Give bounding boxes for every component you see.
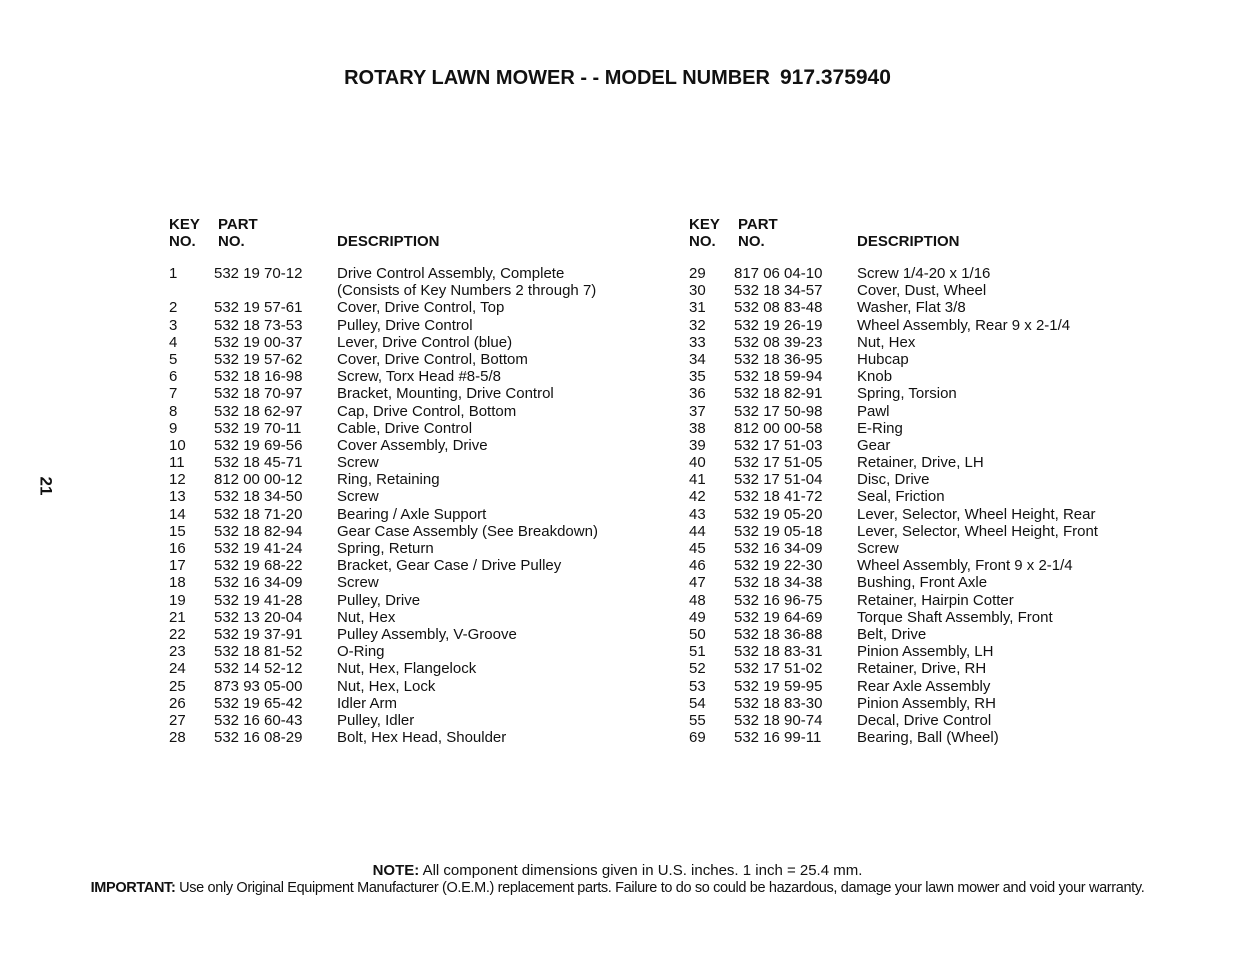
- part-no: 873 93 05-00: [214, 677, 303, 695]
- part-no: 532 08 83-48: [734, 299, 823, 317]
- important-text: Use only Original Equipment Manufacturer (O.E.M.) replacement parts. Failure to do so could be hazardous, damage your lawn mower and void your warranty.: [175, 880, 1145, 896]
- description: Ring, Retaining: [337, 471, 440, 489]
- description: Nut, Hex, Lock: [337, 677, 436, 695]
- description: Nut, Hex, Flangelock: [337, 660, 477, 678]
- part-no: 532 18 70-97: [214, 385, 303, 403]
- description: Bracket, Gear Case / Drive Pulley: [337, 557, 562, 575]
- key-no: 38: [689, 419, 706, 437]
- key-no: 31: [689, 299, 706, 317]
- description: Cover, Dust, Wheel: [857, 282, 987, 300]
- key-no: 34: [689, 350, 706, 368]
- key-no: 50: [689, 625, 706, 643]
- part-no: 532 19 69-56: [214, 436, 303, 454]
- key-no: 43: [689, 505, 706, 523]
- part-no: 532 16 34-09: [734, 540, 823, 557]
- key-no: 49: [689, 608, 706, 626]
- key-no: 10: [169, 436, 186, 454]
- key-header-line2: NO.: [169, 233, 196, 250]
- key-no: 7: [169, 385, 178, 403]
- key-no: 53: [689, 677, 706, 695]
- key-no: 24: [169, 660, 186, 678]
- description-header: DESCRIPTION: [337, 233, 440, 250]
- description: Screw, Torx Head #8-5/8: [337, 368, 501, 386]
- key-no: 25: [169, 677, 186, 695]
- key-no: 39: [689, 436, 706, 454]
- description: Cover, Drive Control, Top: [337, 299, 505, 317]
- part-header-line1: PART: [218, 216, 258, 233]
- key-no: 16: [169, 540, 186, 557]
- part-no: 532 19 57-62: [214, 350, 303, 368]
- key-no: 6: [169, 368, 178, 386]
- part-no: 532 14 52-12: [214, 660, 303, 678]
- model-number: 917.375940: [779, 66, 891, 89]
- description: Bearing, Ball (Wheel): [857, 729, 999, 747]
- description: Idler Arm: [337, 694, 398, 712]
- part-no: 532 19 65-42: [214, 694, 303, 712]
- part-no: 532 17 51-04: [734, 471, 823, 489]
- part-no: 532 19 70-11: [214, 419, 302, 437]
- part-no: 532 17 51-03: [734, 436, 823, 454]
- part-header-line1: PART: [738, 216, 778, 233]
- part-no: 532 16 96-75: [734, 591, 823, 609]
- description: Lever, Drive Control (blue): [337, 333, 513, 351]
- part-no: 532 19 57-61: [214, 299, 303, 317]
- key-no: 47: [689, 574, 706, 592]
- description: Bushing, Front Axle: [857, 574, 988, 592]
- description: Bearing / Axle Support: [337, 505, 487, 523]
- description: Pinion Assembly, RH: [857, 694, 996, 712]
- description: Retainer, Drive, LH: [857, 454, 984, 472]
- part-no: 532 16 60-43: [214, 711, 303, 729]
- description: Bolt, Hex Head, Shoulder: [337, 729, 507, 747]
- description: Washer, Flat 3/8: [857, 299, 966, 317]
- note-text: All component dimensions given in U.S. inches. 1 inch = 25.4 mm.: [419, 862, 863, 879]
- description: Nut, Hex: [337, 608, 396, 626]
- description: Wheel Assembly, Rear 9 x 2-1/4: [857, 316, 1071, 334]
- description: Spring, Return: [337, 540, 434, 557]
- description: Rear Axle Assembly: [857, 677, 991, 695]
- description: Nut, Hex: [857, 333, 916, 351]
- description: Wheel Assembly, Front 9 x 2-1/4: [857, 557, 1073, 575]
- key-no: 15: [169, 522, 186, 540]
- part-no: 532 19 26-19: [734, 316, 823, 334]
- key-no: 35: [689, 368, 706, 386]
- note: [0, 862, 1235, 879]
- part-no: 532 18 41-72: [734, 488, 823, 506]
- key-no: 44: [689, 522, 706, 540]
- description: Screw: [337, 454, 379, 472]
- part-no: 532 18 45-71: [214, 454, 303, 472]
- description: Pulley, Idler: [337, 711, 415, 729]
- description: E-Ring: [857, 419, 903, 437]
- part-header-line2: NO.: [738, 233, 765, 250]
- part-no: 532 16 08-29: [214, 729, 303, 747]
- part-no: 532 08 39-23: [734, 333, 823, 351]
- part-no: 812 00 00-58: [734, 419, 823, 437]
- key-no: 30: [689, 282, 706, 300]
- key-no: 9: [169, 419, 178, 437]
- description: Screw 1/4-20 x 1/16: [857, 265, 991, 282]
- description: Decal, Drive Control: [857, 711, 992, 729]
- key-no: 29: [689, 265, 706, 282]
- description: Screw: [337, 574, 379, 592]
- description: Belt, Drive: [857, 625, 927, 643]
- part-no: 532 18 34-50: [214, 488, 303, 506]
- key-no: 11: [169, 454, 185, 472]
- key-no: 40: [689, 454, 706, 472]
- key-no: 33: [689, 333, 706, 351]
- key-no: 51: [689, 643, 706, 661]
- page-title: [0, 66, 1235, 90]
- key-no: 22: [169, 625, 186, 643]
- key-header-line1: KEY: [169, 216, 200, 233]
- description: Pinion Assembly, LH: [857, 643, 994, 661]
- key-no: 1: [169, 265, 178, 282]
- key-no: 21: [169, 608, 186, 626]
- part-no: 532 18 16-98: [214, 368, 303, 386]
- key-no: 55: [689, 711, 706, 729]
- part-no: 532 19 00-37: [214, 333, 303, 351]
- part-no: 532 19 22-30: [734, 557, 823, 575]
- part-no: 532 19 70-12: [214, 265, 303, 282]
- description: Retainer, Drive, RH: [857, 660, 987, 678]
- key-no: 54: [689, 694, 706, 712]
- description: Cover Assembly, Drive: [337, 436, 488, 454]
- key-no: 28: [169, 729, 186, 747]
- part-no: 532 13 20-04: [214, 608, 303, 626]
- description: Lever, Selector, Wheel Height, Front: [857, 522, 1098, 540]
- description: (Consists of Key Numbers 2 through 7): [337, 282, 597, 300]
- key-no: 37: [689, 402, 706, 420]
- key-no: 52: [689, 660, 706, 678]
- description: Seal, Friction: [857, 488, 945, 506]
- part-header-line2: NO.: [218, 233, 245, 250]
- description: Cable, Drive Control: [337, 419, 473, 437]
- part-no: 532 18 62-97: [214, 402, 303, 420]
- title-text: ROTARY LAWN MOWER - - MODEL NUMBER: [344, 67, 770, 89]
- part-no: 532 18 71-20: [214, 505, 303, 523]
- description: Torque Shaft Assembly, Front: [857, 608, 1053, 626]
- description: Screw: [337, 488, 379, 506]
- key-no: 41: [689, 471, 706, 489]
- description: Gear Case Assembly (See Breakdown): [337, 522, 598, 540]
- key-no: 19: [169, 591, 186, 609]
- description: Knob: [857, 368, 893, 386]
- part-no: 532 19 05-20: [734, 505, 823, 523]
- key-no: 8: [169, 402, 178, 420]
- key-header-line2: NO.: [689, 233, 716, 250]
- part-no: 532 18 73-53: [214, 316, 303, 334]
- key-no: 23: [169, 643, 186, 661]
- part-no: 532 18 34-38: [734, 574, 823, 592]
- key-no: 2: [169, 299, 178, 317]
- part-no: 532 19 68-22: [214, 557, 303, 575]
- description: Pulley, Drive Control: [337, 316, 473, 334]
- description: Cap, Drive Control, Bottom: [337, 402, 517, 420]
- part-no: 532 19 59-95: [734, 677, 823, 695]
- note-label: NOTE:: [372, 862, 420, 879]
- part-no: 532 18 34-57: [734, 282, 823, 300]
- part-no: 532 18 59-94: [734, 368, 823, 386]
- part-no: 532 16 99-11: [734, 729, 822, 747]
- important-label: IMPORTANT:: [90, 880, 176, 896]
- key-no: 36: [689, 385, 706, 403]
- key-no: 45: [689, 540, 706, 557]
- part-no: 532 19 41-24: [214, 540, 303, 557]
- key-no: 5: [169, 350, 178, 368]
- part-no: 532 19 64-69: [734, 608, 823, 626]
- key-no: 12: [169, 471, 186, 489]
- key-no: 32: [689, 316, 706, 334]
- part-no: 532 18 36-88: [734, 625, 823, 643]
- part-no: 532 17 51-02: [734, 660, 823, 678]
- description: Pulley Assembly, V-Groove: [337, 625, 517, 643]
- description: Disc, Drive: [857, 471, 930, 489]
- key-header-line1: KEY: [689, 216, 720, 233]
- part-no: 817 06 04-10: [734, 265, 823, 282]
- part-no: 532 19 41-28: [214, 591, 303, 609]
- key-no: 14: [169, 505, 186, 523]
- part-no: 532 18 83-30: [734, 694, 823, 712]
- description-header: DESCRIPTION: [857, 233, 960, 250]
- description: Bracket, Mounting, Drive Control: [337, 385, 554, 403]
- key-no: 42: [689, 488, 706, 506]
- part-no: 532 17 50-98: [734, 402, 823, 420]
- key-no: 13: [169, 488, 186, 506]
- key-no: 4: [169, 333, 178, 351]
- key-no: 17: [169, 557, 186, 575]
- part-no: 532 16 34-09: [214, 574, 303, 592]
- description: Gear: [857, 436, 891, 454]
- part-no: 532 18 36-95: [734, 350, 823, 368]
- part-no: 532 18 83-31: [734, 643, 823, 661]
- part-no: 532 18 82-91: [734, 385, 823, 403]
- key-no: 46: [689, 557, 706, 575]
- key-no: 48: [689, 591, 706, 609]
- part-no: 532 18 81-52: [214, 643, 303, 661]
- important-warning: [0, 880, 1235, 896]
- description: Pulley, Drive: [337, 591, 421, 609]
- part-no: 532 18 90-74: [734, 711, 823, 729]
- description: Cover, Drive Control, Bottom: [337, 350, 528, 368]
- description: Hubcap: [857, 350, 909, 368]
- description: Spring, Torsion: [857, 385, 957, 403]
- part-no: 532 19 37-91: [214, 625, 303, 643]
- description: Screw: [857, 540, 899, 557]
- part-no: 812 00 00-12: [214, 471, 303, 489]
- key-no: 3: [169, 316, 178, 334]
- description: O-Ring: [337, 643, 385, 661]
- description: Retainer, Hairpin Cotter: [857, 591, 1014, 609]
- key-no: 18: [169, 574, 186, 592]
- description: Pawl: [857, 402, 890, 420]
- part-no: 532 17 51-05: [734, 454, 823, 472]
- description: Drive Control Assembly, Complete: [337, 265, 565, 282]
- description: Lever, Selector, Wheel Height, Rear: [857, 505, 1096, 523]
- key-no: 26: [169, 694, 186, 712]
- page-number: 21: [36, 476, 56, 496]
- key-no: 69: [689, 729, 706, 747]
- part-no: 532 19 05-18: [734, 522, 823, 540]
- part-no: 532 18 82-94: [214, 522, 303, 540]
- key-no: 27: [169, 711, 186, 729]
